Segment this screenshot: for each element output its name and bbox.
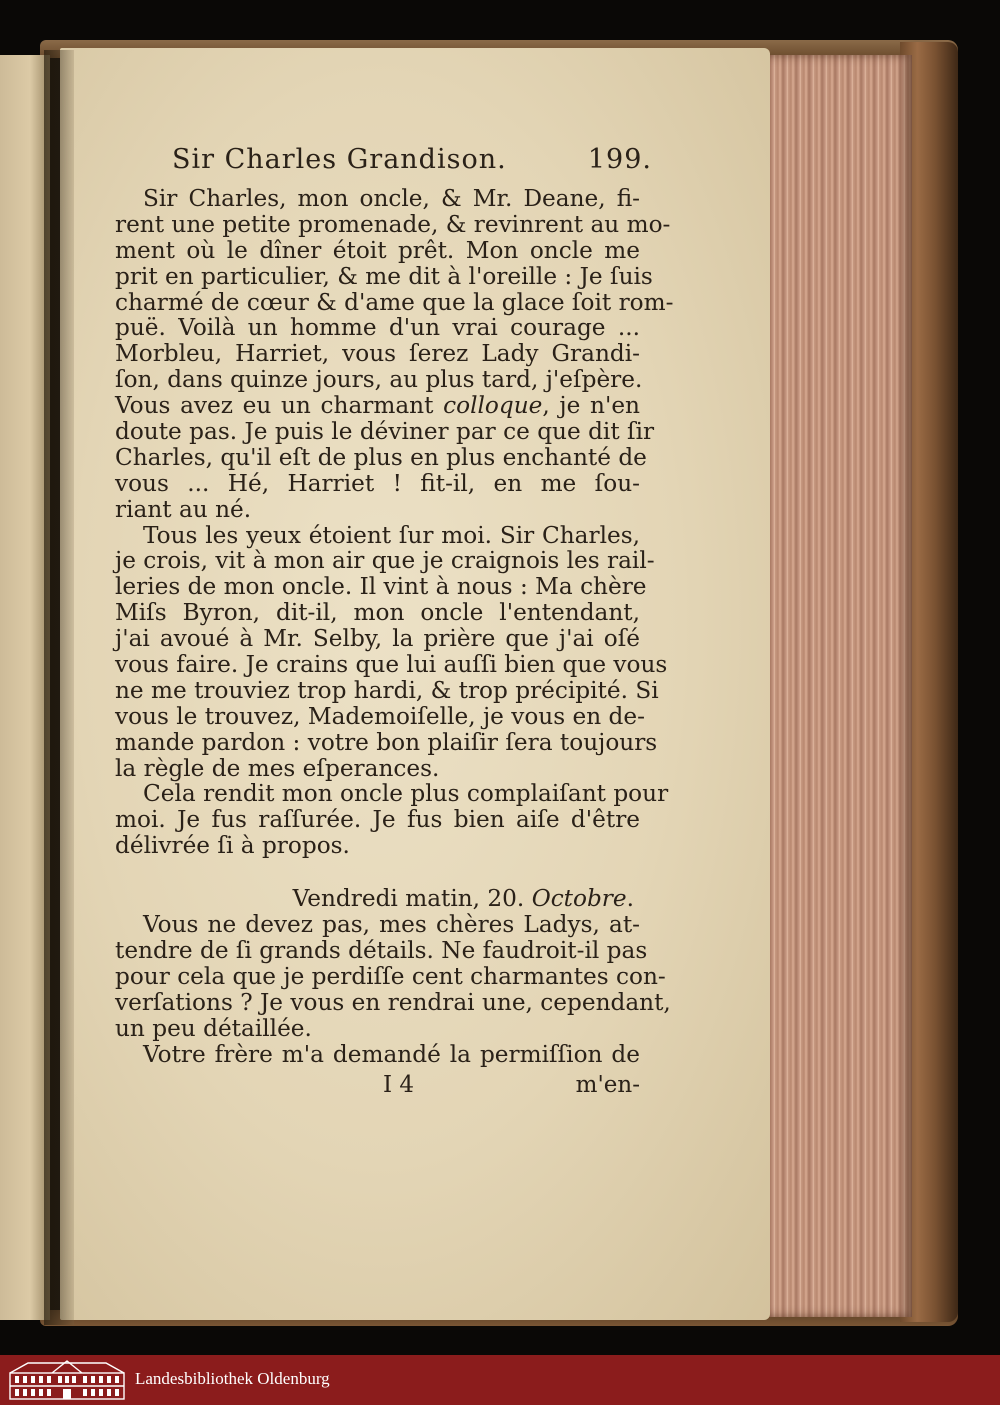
library-building-icon <box>8 1359 126 1401</box>
text-line: moi. Je fus raſſurée. Je fus bien aiſe d'être <box>115 806 640 834</box>
text-line: puë. Voilà un homme d'un vrai courage ... <box>115 314 640 342</box>
library-banner <box>0 1355 1000 1405</box>
text-line: un peu détaillée. <box>115 1014 312 1042</box>
text-line: ment où le dîner étoit prêt. Mon oncle me <box>115 236 640 264</box>
text-line: Miſs Byron, dit-il, mon oncle l'entendant, <box>115 599 640 627</box>
text-line: riant au né. <box>115 495 252 523</box>
running-head <box>172 144 652 180</box>
body-text <box>115 185 674 1068</box>
text-line: la règle de mes eſperances. <box>115 754 440 782</box>
institution-name: Landesbibliothek Oldenburg <box>135 1369 330 1388</box>
signature-mark: I 4 <box>383 1072 415 1098</box>
page-fore-edge <box>762 55 912 1317</box>
text-line: Vous avez eu un charmant colloque, je n'en <box>115 392 640 420</box>
text-line: délivrée ſi à propos. <box>115 832 350 860</box>
dateline: Vendredi matin, 20. Octobre. <box>292 885 634 913</box>
left-page-edge <box>0 55 50 1320</box>
text-line: pour cela que je perdiſſe cent charmantes con- <box>115 962 666 990</box>
text-line: doute pas. Je puis le déviner par ce que dit ſir <box>115 418 655 446</box>
text-line: Charles, qu'il eſt de plus en plus enchanté de <box>115 443 647 471</box>
text-line: tendre de ſi grands détails. Ne faudroit-il pas <box>115 936 648 964</box>
catchword: m'en- <box>575 1072 640 1098</box>
text-line: Votre frère m'a demandé la permiſſion de <box>143 1040 640 1068</box>
text-line: mande pardon : votre bon plaiſir ſera toujours <box>115 728 658 756</box>
text-line: vous le trouvez, Mademoiſelle, je vous en de- <box>115 702 645 730</box>
text-line: ſon, dans quinze jours, au plus tard, j'eſpère. <box>115 366 643 394</box>
text-line: vous faire. Je crains que lui auſſi bien que vous <box>115 651 668 679</box>
spine-shadow <box>44 50 74 1325</box>
text-line: charmé de cœur & d'ame que la glace ſoit rom- <box>115 288 674 316</box>
text-line: Sir Charles, mon oncle, & Mr. Deane, fi- <box>143 185 640 212</box>
page-number: 199. <box>587 144 652 175</box>
text-line: ne me trouviez trop hardi, & trop précipité. Si <box>115 676 659 704</box>
text-line: verſations ? Je vous en rendrai une, cependant, <box>115 988 671 1016</box>
running-head-title: Sir Charles Grandison. <box>172 144 507 175</box>
text-line: vous ... Hé, Harriet ! fit-il, en me ſou- <box>115 469 640 497</box>
text-line: prit en particulier, & me dit à l'oreille : Je ſuis <box>115 262 653 290</box>
text-line: leries de mon oncle. Il vint à nous : Ma chère <box>115 573 647 601</box>
text-line: Cela rendit mon oncle plus complaiſant pour <box>143 780 669 808</box>
text-line: rent une petite promenade, & revinrent au mo- <box>115 210 671 238</box>
page-footer <box>115 1072 640 1100</box>
text-line: Vous ne devez pas, mes chères Ladys, at- <box>143 911 640 939</box>
text-line: je crois, vit à mon air que je craignois les rail- <box>115 547 655 575</box>
text-line: Morbleu, Harriet, vous ſerez Lady Grandi- <box>115 340 640 368</box>
text-line: Tous les yeux étoient ſur moi. Sir Charles, <box>143 521 640 549</box>
text-line: j'ai avoué à Mr. Selby, la prière que j'ai oſé <box>115 625 640 653</box>
